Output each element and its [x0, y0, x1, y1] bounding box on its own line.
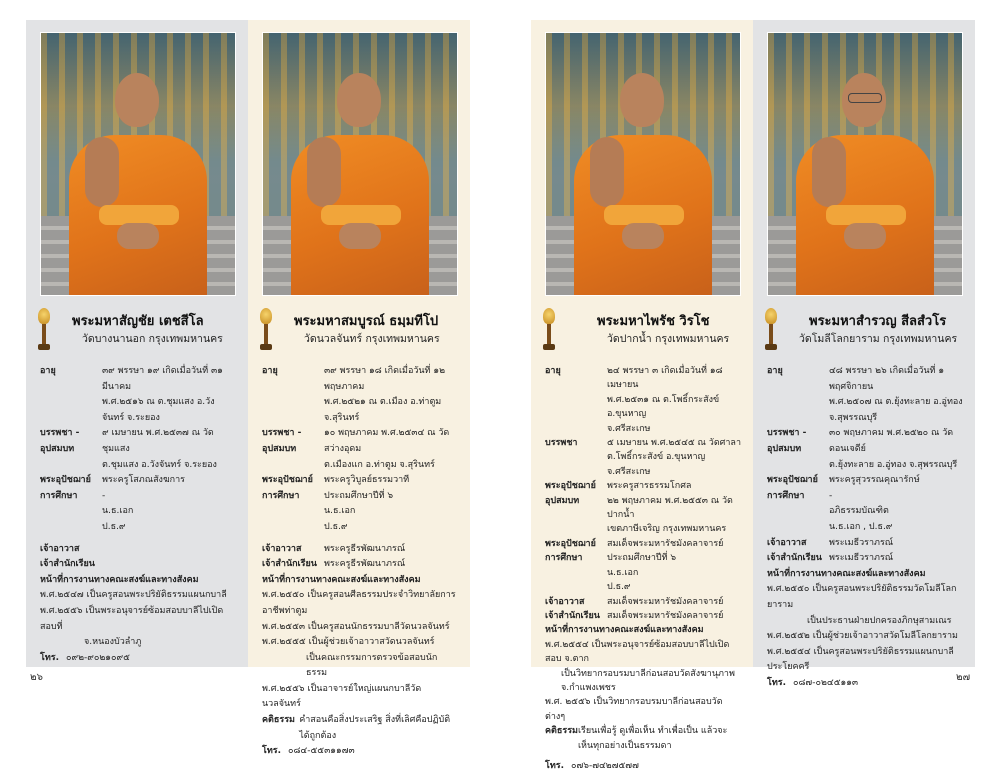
page-number-left: ๒๖ — [30, 672, 43, 683]
lamp-emblem-icon — [36, 308, 52, 352]
monk-info: อายุ ๔๘ พรรษา ๒๖ เกิดเมื่อวันที่ ๑ พฤศจิกายน พ.ศ.๒๕๐๗ ณ ต.ยุ้งทะลาย อ.อู่ทอง จ.สุพรรณบุรี บรรพชา - อุปสมบท ๓๐ พฤษภาคม พ.ศ.๒๕๒๐ ณ วัดดอนเจดีย์ ต.ยุ้งทะลาย อ.อู่ทอง จ.สุพรรณบุรี พระอุปัชฌาย์ พระครูสุวรรณคุณารักษ์ การศึกษา - อภิธรรมบัณฑิต น.ธ.เอก , ป.ธ.๙ เจ้าอาวาส พระเมธีวราภรณ์ เจ้าสำนักเรียน พระเมธีวราภรณ์ หน้าที่การงานทางคณะสงฆ์และทางสังคม พ.ศ.๒๕๕๐ เป็นครูสอนพระปริยัติธรรมวัดโมลีโลกยาราม เป็นประธานฝ่ายปกครองภิกษุสามเณร พ.ศ.๒๕๕๒ เป็นผู้ช่วยเจ้าอาวาสวัดโมลีโลกยาราม พ.ศ.๒๕๕๔ เป็นครูสอนพระปริยัติธรรมแผนกบาลีประโยคครี โทร. ๐๘๗-๐๒๔๕๑๑๓ — [767, 366, 963, 688]
monk-photo — [767, 32, 963, 296]
monk-info: อายุ ๓๙ พรรษา ๑๙ เกิดเมื่อวันที่ ๓๑ มีนาคม พ.ศ.๒๕๑๖ ณ ต.ชุมแสง อ.วังจันทร์ จ.ระยอง บรรพชา - อุปสมบท ๙ เมษายน พ.ศ.๒๕๓๗ ณ วัดชุมแสง ต.ชุมแสง อ.วังจันทร์ จ.ระยอง พระอุปัชฌาย์ พระครูโสภณสังฆการ การศึกษา - น.ธ.เอก ป.ธ.๙ เจ้าอาวาส เจ้าสำนักเรียน หน้าที่การงานทางคณะสงฆ์และทางสังคม พ.ศ.๒๕๔๗ เป็นครูสอนพระปริยัติธรรมแผนกบาลี พ.ศ.๒๕๕๖ เป็นพระอนุจารย์ซ้อมสอบบาลีไปเปิดสอบที่ จ.หนองบัวลำภู โทร. ๐๙๒-๙๐๒๑๐๙๕ — [40, 366, 227, 663]
monk-name: พระมหาสมบูรณ์ ธมฺมทีโป — [294, 314, 439, 329]
monk-info: อายุ ๓๙ พรรษา ๑๘ เกิดเมื่อวันที่ ๑๒ พฤษภาคม พ.ศ.๒๕๒๑ ณ ต.เมือง อ.ท่าตูม จ.สุรินทร์ บรรพชา - อุปสมบท ๑๐ พฤษภาคม พ.ศ.๒๕๓๔ ณ วัดสว่างอุดม ต.เมืองแก อ.ท่าตูม จ.สุรินทร์ พระอุปัชฌาย์ พระครูวิบูลย์ธรรมวาที การศึกษา ประถมศึกษาปีที่ ๖ น.ธ.เอก ป.ธ.๙ เจ้าอาวาส พระครูธีรพัฒนาภรณ์ เจ้าสำนักเรียน พระครูธีรพัฒนาภรณ์ หน้าที่การงานทางคณะสงฆ์และทางสังคม พ.ศ.๒๕๕๐ เป็นครูสอนศีลธรรมประจำวิทยาลัยการอาชีพท่าตูม พ.ศ.๒๕๕๓ เป็นครูสอนนักธรรมบาลีวัดนวลจันทร์ พ.ศ.๒๕๕๕ เป็นผู้ช่วยเจ้าอาวาสวัดนวลจันทร์ เป็นคณะกรรมการตรวจข้อสอบนักธรรม พ.ศ.๒๕๕๖ เป็นอาจารย์ใหญ่แผนกบาลีวัดนวลจันทร์ คติธรรม คำสอนคือสิ่งประเสริฐ สิ่งที่เลิศคือปฏิบัติได้ถูกต้อง โทร. ๐๘๔-๕๕๓๑๑๗๓ — [262, 366, 456, 757]
lamp-emblem-icon — [763, 308, 779, 352]
monk-photo — [545, 32, 741, 296]
monk-info: อายุ ๒๔ พรรษา ๓ เกิดเมื่อวันที่ ๑๘ เมษายน พ.ศ.๒๕๓๑ ณ ต.โพธิ์กระสังข์ อ.ขุนหาญ จ.ศรีสะเกษ บรรพชา ๕ เมษายน พ.ศ.๒๕๔๕ ณ วัดศาลา ต.โพธิ์กระสังข์ อ.ขุนหาญ จ.ศรีสะเกษ พระอุปัชฌาย์ พระครูสารธรรมโกศล อุปสมบท ๒๒ พฤษภาคม พ.ศ.๒๕๕๓ ณ วัดปากน้ำ เขตภาษีเจริญ กรุงเทพมหานคร พระอุปัชฌาย์ สมเด็จพระมหารัชมังคลาจารย์ การศึกษา ประถมศึกษาปีที่ ๖ น.ธ.เอก ป.ธ.๙ เจ้าอาวาส สมเด็จพระมหารัชมังคลาจารย์ เจ้าสำนักเรียน สมเด็จพระมหารัชมังคลาจารย์ หน้าที่การงานทางคณะสงฆ์และทางสังคม พ.ศ.๒๕๕๔ เป็นพระอนุจารย์ซ้อมสอบบาลีไปเปิดสอบ จ.ตาก เป็นวิทยากรอบรมบาลีก่อนสอบวัดสังฆานุภาพ จ.กำแพงเพชร พ.ศ. ๒๕๕๖ เป็นวิทยากรอบรมบาลีก่อนสอบวัดต่างๆ คติธรรม เรียนเพื่อรู้ ดูเพื่อเห็น ทำเพื่อเป็น แล้วจะเห็นทุกอย่างเป็นธรรมดา โทร. ๐๗๖-๗๔๒๗๕๗๗ — [545, 366, 741, 771]
lamp-emblem-icon — [541, 308, 557, 352]
monk-temple: วัดบางนานอก กรุงเทพมหานคร — [82, 333, 223, 345]
monk-card-2 — [248, 20, 470, 757]
page-gutter — [477, 0, 523, 695]
page-number-right: ๒๗ — [956, 672, 971, 683]
monk-temple: วัดนวลจันทร์ กรุงเทพมหานคร — [304, 333, 440, 345]
monk-temple: วัดโมลีโลกยาราม กรุงเทพมหานคร — [799, 333, 958, 345]
monk-name: พระมหาสัญชัย เตชสีโล — [72, 314, 204, 329]
monk-name: พระมหาไพรัช วิรโช — [597, 314, 710, 329]
monk-card-1 — [26, 20, 248, 667]
monk-photo — [40, 32, 236, 296]
monk-photo — [262, 32, 458, 296]
lamp-emblem-icon — [258, 308, 274, 352]
monk-name: พระมหาสำรวญ สีลสํวโร — [809, 314, 947, 329]
monk-card-3 — [531, 20, 753, 771]
monk-temple: วัดปากน้ำ กรุงเทพมหานคร — [607, 333, 730, 345]
